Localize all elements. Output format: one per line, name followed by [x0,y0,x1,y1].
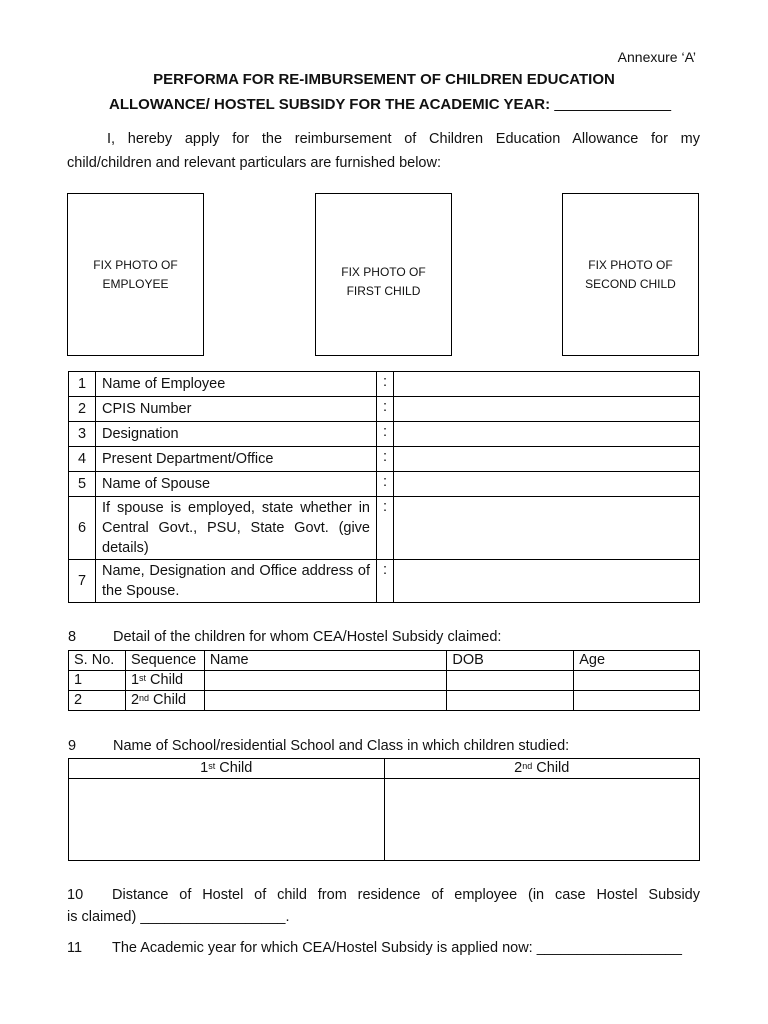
table-header-row [69,651,700,671]
cpis-number-field[interactable] [394,397,700,422]
child2-age-field[interactable] [574,691,700,711]
row-label: Present Department/Office [96,447,377,472]
first-child-school-field[interactable] [69,779,385,861]
second-child-school-field[interactable] [384,779,700,861]
row-colon: : [377,447,394,472]
photo-box-first-child[interactable] [315,193,452,356]
photo-box-second-child[interactable] [562,193,699,356]
academic-year-blank[interactable]: ______________ [554,96,672,113]
table-row [69,560,700,603]
col2-sup: nd [522,761,533,771]
section-10-line1 [67,884,700,906]
spouse-name-field[interactable] [394,472,700,497]
particulars-table [68,371,700,603]
col2-num: 2 [514,760,523,776]
form-title-line2-text: ALLOWANCE/ HOSTEL SUBSIDY FOR THE ACADEMIC YEAR: [109,96,551,113]
col1-num: 1 [200,760,209,776]
row-number: 3 [69,422,96,447]
col-header-first-child [69,759,385,779]
form-title-line2 [109,96,671,113]
child1-dob-field[interactable] [447,671,574,691]
section-8-number: 8 [68,629,77,645]
section-9-heading [68,738,569,754]
school-table [68,758,700,861]
section-9-text: Name of School/residential School and Class in which children studied: [113,738,570,754]
table-header-row [69,759,700,779]
col-header-name: Name [204,651,447,671]
col2-word: Child [532,760,570,776]
col-header-sno: S. No. [69,651,126,671]
photo-box-second-child-label [585,256,676,294]
photo-second-child-text1: FIX PHOTO OF [588,257,673,272]
department-field[interactable] [394,447,700,472]
row-number: 4 [69,447,96,472]
photo-second-child-text2: SECOND CHILD [585,276,676,291]
section-10 [67,884,700,928]
photo-employee-text2: EMPLOYEE [102,276,169,291]
photo-first-child-text1: FIX PHOTO OF [341,264,426,279]
section-8-text: Detail of the children for whom CEA/Hostel Subsidy claimed: [113,629,502,645]
photo-box-employee[interactable] [67,193,204,356]
seq-sup: nd [139,693,150,703]
child2-name-field[interactable] [204,691,447,711]
section-9-number: 9 [68,738,77,754]
table-row [69,779,700,861]
sno-cell: 2 [69,691,126,711]
child2-dob-field[interactable] [447,691,574,711]
child1-name-field[interactable] [204,671,447,691]
sequence-cell [125,691,204,711]
row-label: If spouse is employed, state whether in Central Govt., PSU, State Govt. (give details) [96,497,377,560]
seq-word: Child [149,692,187,708]
row-label: Name of Employee [96,372,377,397]
section-8-heading [68,629,501,645]
row-label: Designation [96,422,377,447]
table-row [69,422,700,447]
designation-field[interactable] [394,422,700,447]
table-row [69,691,700,711]
table-row [69,397,700,422]
photo-employee-text1: FIX PHOTO OF [93,257,178,272]
seq-sup: st [139,673,147,683]
intro-line1: I, hereby apply for the reimbursement of Children Education Allowance for my [107,131,700,147]
seq-num: 1 [130,672,140,688]
sno-cell: 1 [69,671,126,691]
row-label: Name of Spouse [96,472,377,497]
col1-sup: st [208,761,216,771]
seq-word: Child [146,672,184,688]
photo-box-first-child-label [341,263,425,301]
intro-paragraph [67,127,700,175]
name-of-employee-field[interactable] [394,372,700,397]
children-detail-table [68,650,700,711]
table-row [69,472,700,497]
row-colon: : [377,472,394,497]
spouse-employment-field[interactable] [394,497,700,560]
seq-num: 2 [130,692,140,708]
col-header-dob: DOB [447,651,574,671]
row-colon: : [377,422,394,447]
col-header-second-child [384,759,700,779]
table-row [69,447,700,472]
row-colon: : [377,497,394,560]
section-11-text[interactable]: The Academic year for which CEA/Hostel Subsidy is applied now: __________________ [112,940,682,956]
row-colon: : [377,372,394,397]
row-colon: : [377,397,394,422]
row-label: Name, Designation and Office address of the Spouse. [96,560,377,603]
row-colon: : [377,560,394,603]
section-11-number: 11 [67,940,83,956]
row-number: 2 [69,397,96,422]
row-number: 6 [69,497,96,560]
table-row [69,671,700,691]
photo-first-child-text2: FIRST CHILD [346,283,421,298]
intro-line2: child/children and relevant particulars are furnished below: [67,155,441,171]
row-label: CPIS Number [96,397,377,422]
table-row [69,372,700,397]
table-row [69,497,700,560]
section-10-text: Distance of Hostel of child from residence of employee (in case Hostel Subsidy [112,887,700,903]
col1-word: Child [215,760,253,776]
section-10-line2[interactable]: is claimed) __________________. [67,909,290,925]
spouse-office-field[interactable] [394,560,700,603]
row-number: 5 [69,472,96,497]
row-number: 1 [69,372,96,397]
annexure-label: Annexure ‘A’ [617,49,696,65]
form-title-line1: PERFORMA FOR RE-IMBURSEMENT OF CHILDREN EDUCATION [153,71,615,88]
row-number: 7 [69,560,96,603]
col-header-age: Age [574,651,700,671]
col-header-sequence: Sequence [125,651,204,671]
photo-box-employee-label [93,256,177,294]
child1-age-field[interactable] [574,671,700,691]
section-11 [67,940,682,956]
sequence-cell [125,671,204,691]
section-10-number: 10 [67,887,84,903]
